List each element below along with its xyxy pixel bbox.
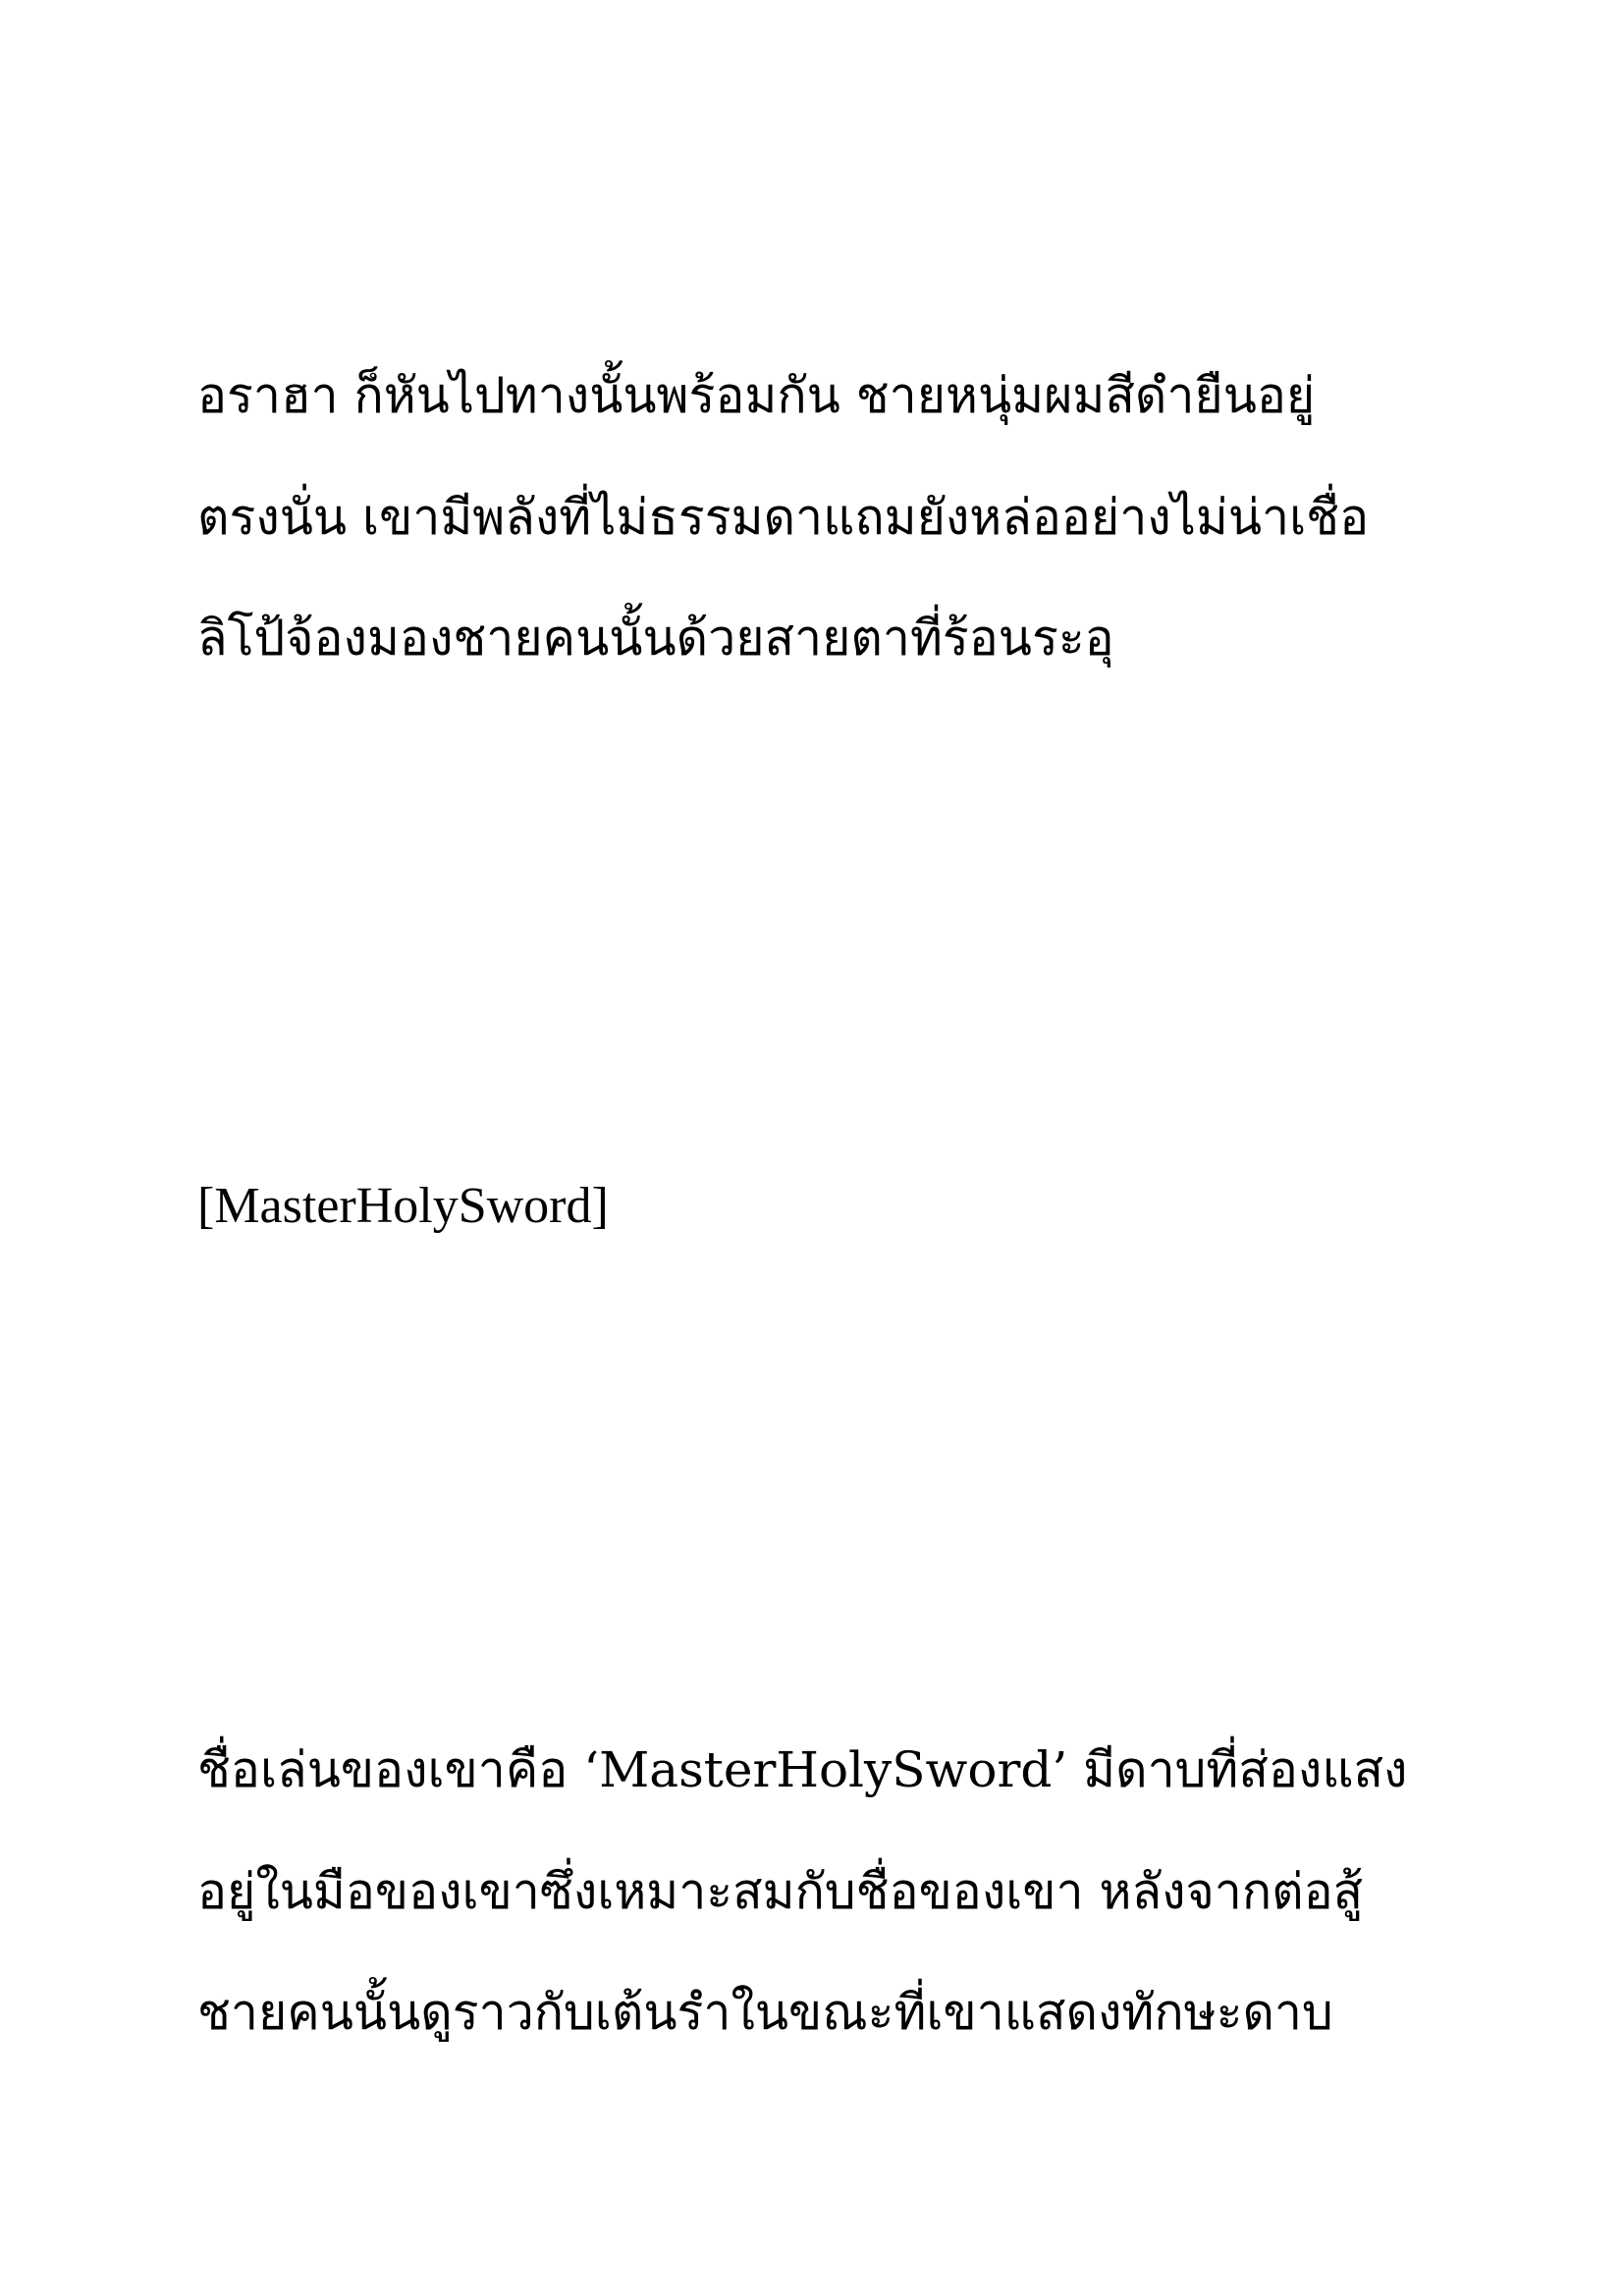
paragraph-3-line-1: ชื่อเล่นของเขาคือ ‘MasterHolySword’ มีดาบที่ส่องแสง [197, 1741, 1408, 1798]
paragraph-1-line-1: อราฮา ก็หันไปทางนั้นพร้อมกัน ชายหนุ่มผมสีดำยืนอยู่ [197, 367, 1316, 424]
paragraph-1-line-2: ตรงนั่น เขามีพลังที่ไม่ธรรมดาแถมยังหล่ออย่างไม่น่าเชื่อ [197, 489, 1370, 546]
paragraph-3-line-2: อยู่ในมือของเขาซึ่งเหมาะสมกับชื่อของเขา หลังจากต่อสู้ [197, 1863, 1364, 1920]
paragraph-3-line-3: ชายคนนั้นดูราวกับเต้นรำในขณะที่เขาแสดงทักษะดาบ [197, 1984, 1333, 2041]
paragraph-1-line-3: ลิโป้จ้องมองชายคนนั้นด้วยสายตาที่ร้อนระอุ [197, 610, 1114, 667]
skill-tag-line: [MasterHolySword] [197, 1178, 609, 1234]
